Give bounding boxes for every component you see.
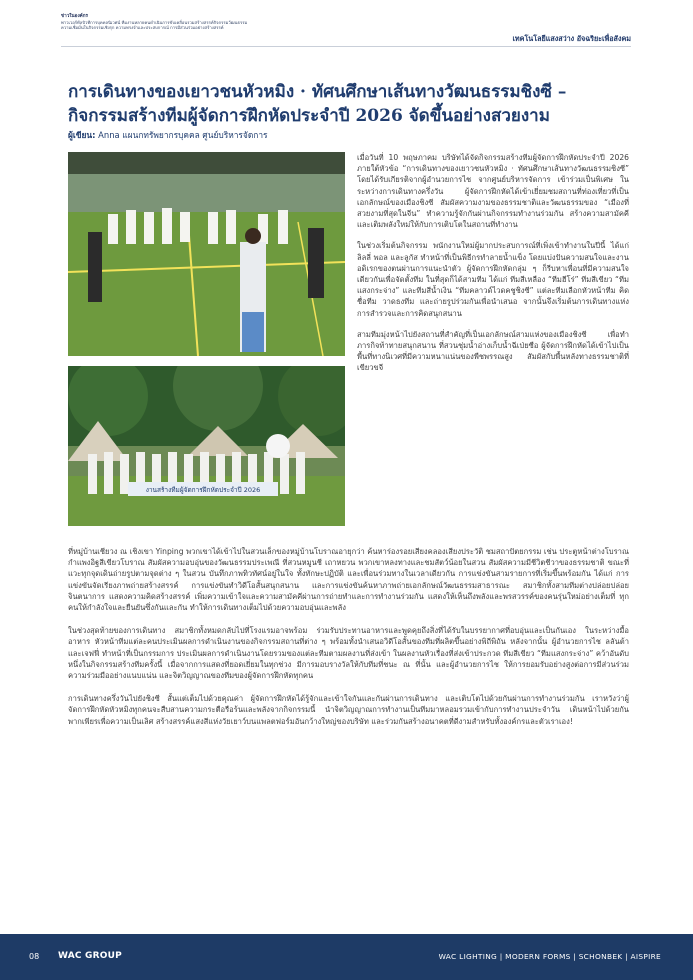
footer-brands: WAC LIGHTING | MODERN FORMS | SCHONBEK | AISPIRE (438, 952, 661, 961)
article-title: การเดินทางของเยาวชนหัวหมิง · ทัศนศึกษาเส้นทางวัฒนธรรมชิงซี – กิจกรรมสร้างทีมผู้จัดการฝึกหัดประจำปี 2026 จัดขึ้นอย่างสวยงาม (68, 82, 567, 126)
article-column-right (357, 152, 629, 384)
page-footer (0, 934, 693, 980)
byline-value: Anna แผนกทรัพยากรบุคคล ศูนย์บริหารจัดการ (98, 130, 268, 140)
photo-team-banner (68, 366, 345, 526)
byline-label: ผู้เขียน: (68, 130, 96, 140)
paragraph-2: ในช่วงเริ่มต้นกิจกรรม พนักงานใหม่ผู้มากประสบการณ์ที่เพิ่งเข้าทำงานในปีนี้ ได้แก่ ลิลลี่ พอล และลูกัส ทำหน้าที่เป็นพิธีกรทำลายน้ำแข็ง โดยแบ่งปันความสนใจและงานอดิเรกของตนผ่านการแนะนำตัว ผู้จัดการฝึกหัดกลุ่ม ๆ ก็รีบหาเพื่อนที่มีความสนใจเดียวกันเพื่อจัดตั้งทีม ในที่สุดก็ได้สามทีม ได้แก่ ทีมสีเหลือง “ทีมฮีโร่” ทีมสีเขียว “ทีมแสงกระจ่าง” และทีมสีน้ำเงิน “ทีมคลาวด์ไวดคชูชิงซี” แต่ละทีมเลือกหัวหน้าทีม คิดชื่อทีม วาดธงทีม และถ่ายรูปร่วมกันเพื่อนำเสนอ จากนั้นจึงเริ่มต้นการเดินทางแห่งการสำรวจและการคิดสนุกสนาน (357, 241, 629, 318)
header-right-title: เทคโนโลยีแสงสว่าง อัจฉริยะเพื่อสังคม (512, 34, 631, 43)
company-logo: WAC GROUP (58, 951, 122, 961)
header-left-block (61, 14, 261, 31)
paragraph-4: ที่หมู่บ้านเชียวง ณ เชิงเขา Yinping พวกเขาได้เข้าไปในสวนเล็กของหมู่บ้านโบราณอายุกว่า ค้นหาร่องรอยเสียงคลองเสียงประวัติ ชมสถาปัตยกรรม เช่น ประตูหน้าต่างโบราณ กำแพงอิฐสีเขียวโบราณ สัมผัสความอบอุ่นของวัฒนธรรมประเพณี ที่สวนหมูนชี เถาหยวน พวกเขาหลงทางและชมสัตว์น้อยในสวน สัมผัสความมีชีวิตชีวาของธรรมชาติ ขณะที่แวะทุกจุดเดินถ่ายรูปตามจุดต่าง ๆ ในสวน บันทึกภาพทิวทัศน์อยู่ในใจ ทั้งทักษะปฏิบัติ และเพื่อนร่วมทางในเวลาเดียวกัน การแข่งขันสามรายการที่เริ่มขึ้นพร้อมกัน ได้แก่ การแข่งขันจัดเรียงภาพถ่ายสร้างสรรค์ การแข่งขันทำวิดีโอสั้นสนุกสนาน และการแข่งขันค้นหาภาพถ่ายเอกลักษณ์วัฒนธรรมสาธารณะ สมาชิกทั้งสามทีมต่างปล่อยปล่อยจินตนาการ แสดงความคิดสร้างสรรค์ เพิ่มความเข้าใจและความสามัคคีผ่านการถ่ายทำและการทำงานร่วมกัน แสดงให้เห็นถึงพลังและพรสวรรค์ของคนรุ่นใหม่อย่างเต็มที่ ทุกคนให้กำลังใจและยืนยันซึ่งกันและกัน ทำให้การเดินทางเต็มไปด้วยความอบอุ่นและพลัง (68, 547, 629, 613)
paragraph-3: สามทีมมุ่งหน้าไปยังสถานที่สำคัญที่เป็นเอกลักษณ์สามแห่งของเมืองชิงซี เพื่อทำภารกิจท้าทายสนุกสนาน ที่สวนชุ่มน้ำอ่างเก็บน้ำฉีเป่ยซือ ผู้จัดการฝึกหัดได้เข้าไปเป็นพื้นที่ทางนิเวศที่มีความหนาแน่นของพืชพรรณสูง สัมผัสกับพื้นหลังทางธรรมชาติที่เขียวขจี (357, 329, 629, 373)
paragraph-1: เมื่อวันที่ 10 พฤษภาคม บริษัทได้จัดกิจกรรมสร้างทีมผู้จัดการฝึกหัดประจำปี 2026 ภายใต้หัวข้อ “การเดินทางของเยาวชนหัวหมิง · ทัศนศึกษาเส้นทางวัฒนธรรมชิงซี” โดยได้รับเกียรติจากผู้อำนวยการไช จากศูนย์บริหารจัดการ เข้าร่วมเป็นพิเศษ ในระหว่างการเดินทางครึ่งวัน ผู้จัดการฝึกหัดได้เข้าเยี่ยมชมสถานที่ท่องเที่ยวที่เป็นเอกลักษณ์ของเมืองชิงซี สัมผัสความงามของธรรมชาติและวัฒนธรรมของ “เมืองที่สวยงามที่สุดในจีน” ทำความรู้จักกันผ่านกิจกรรมทำงานร่วมกัน สร้างความสามัคคี และเติมพลังใหม่ให้กับการเติบโตในสถานที่ทำงาน (357, 153, 629, 230)
header-left-line-1: พาวเวอร์ทัลบิวทีการบุคคลนิเวศน์ ทีมงานหลายคนดำเนินการขับเคลื่อนรวมสร้างสรรค์กิจกรรมวัฒนธรรม (61, 19, 248, 25)
article-full-width (68, 546, 629, 739)
photo-team-court (68, 152, 345, 356)
paragraph-5: ในช่วงสุดท้ายของการเดินทาง สมาชิกทั้งหมดกลับไปที่โรงแรมอาจพร้อม ร่วมรับประทานอาหารและพูดคุยถึงสิ่งที่ได้รับในบรรยากาศที่อบอุ่นและเป็นกันเอง ในระหว่างมื้ออาหาร หัวหน้าทีมแต่ละคนประเมินผลการดำเนินงานของกิจกรรมสถานที่ต่าง ๆ พร้อมทั้งนำเสนอวิดีโอสั้นของทีมที่ผลิตขึ้นอย่างพิถีพิถัน หลังจากนั้น ผู้อำนวยการไช ลลันต้า และเจฟฟี่ ทำหน้าที่เป็นกรรมการ ประเมินผลการดำเนินงานโดยรวมของแต่ละทีมตามผลงานที่ส่งเข้า ในผลงานหัวเรื่องที่ส่งเข้าประกวด ทีมสีเขียว “ทีมแสงกระจ่าง” คว้าอันดับหนึ่งในกิจกรรมสร้างทีมครั้งนี้ เมื่อจากการแสดงที่ยอดเยี่ยมในทุกช่วง มีการมอบรางวัลให้กับทีมที่ชนะ ณ ที่นั้น และผู้อำนวยการไช ให้การยอมรับอย่างสูงต่อการมีส่วนร่วม ความร่วมมืออย่างแนบแน่น และจิตวิญญาณของทีมของผู้จัดการฝึกหัดทุกคน (68, 626, 629, 681)
header-divider (61, 46, 631, 47)
byline (68, 128, 268, 142)
section-label: ข่าวในองค์กร (61, 14, 89, 19)
banner-text: งานสร้างทีมผู้จัดการฝึกหัดประจำปี 2026 (145, 486, 261, 494)
paragraph-6: การเดินทางครึ่งวันไปยังชิงซี สั้นแต่เต็มไปด้วยคุณค่า ผู้จัดการฝึกหัดได้รู้จักและเข้าใจกันและกันผ่านการเดินทาง และเติบโตไปด้วยกันผ่านการทำงานร่วมกัน เราหวังว่าผู้จัดการฝึกหัดหัวหมิงทุกคนจะสืบสานความกระตือรือร้นและพลังจากกิจกรรมนี้ นำจิตวิญญาณการทำงานเป็นทีมมาหลอมรวมเข้ากับการทำงานประจำวัน เดินหน้าไปด้วยกัน พากเพียรเพื่อความเป็นเลิศ สร้างสรรค์แสงสีแห่งวัยเยาว์บนแพลตฟอร์มอันกว้างใหญ่ของบริษัท และร่วมกันสร้างอนาคตที่ดีงามสำหรับทั้งองค์กรและตัวเราเอง! (68, 694, 629, 726)
page-number: 08 (29, 952, 40, 961)
header-left-line-2: ความเชื่อมั่นในกิจกรรมเชิงรุก ความทรงจำและประสบการณ์ การมีส่วนร่วมอย่างสร้างสรรค์ (61, 25, 224, 31)
